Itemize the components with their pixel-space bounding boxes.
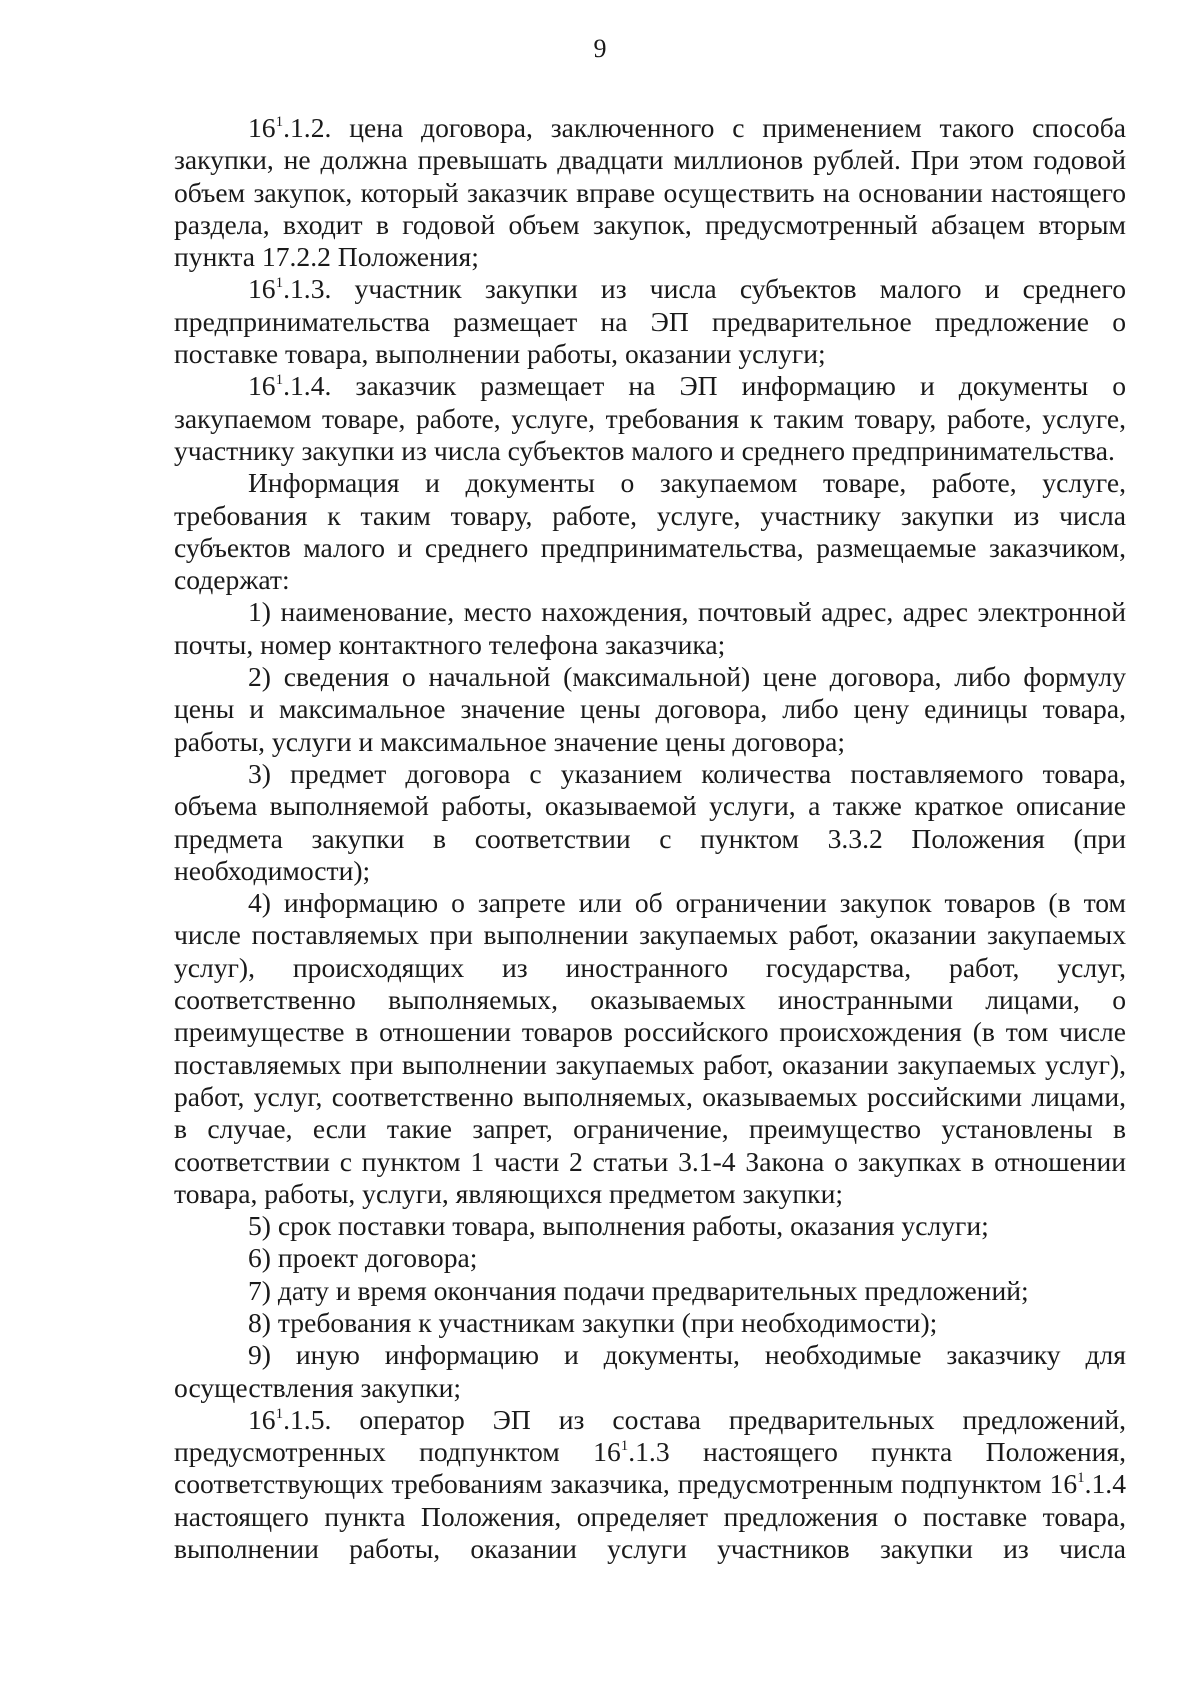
page-number: 9 xyxy=(593,34,607,63)
clause-superscript: 1 xyxy=(275,114,284,130)
clause-superscript: 1 xyxy=(275,372,284,389)
clause-superscript: 1 xyxy=(620,1438,629,1455)
clause-number: 16 xyxy=(248,112,276,143)
list-item-5: 5) срок поставки товара, выполнения работы, оказания услуги; xyxy=(248,1210,989,1242)
list-item-9: 9) иную информацию и документы, необходимые заказчику для осуществления закупки; xyxy=(174,1339,1126,1403)
paragraph-16-1-1-3 xyxy=(174,273,1126,370)
list-item-7: 7) дату и время окончания подачи предварительных предложений; xyxy=(248,1274,1029,1306)
paragraph-text: .1.5. оператор ЭП из состава предварительных предложений, предусмотренных подпунктом xyxy=(174,1403,1126,1468)
clause-superscript: 1 xyxy=(1077,1470,1085,1487)
clause-number: 16 xyxy=(1049,1468,1078,1500)
list-item-1: 1) наименование, место нахождения, почтовый адрес, адрес электронной почты, номер контактного телефона заказчика; xyxy=(174,596,1126,660)
paragraph-information-intro: Информация и документы о закупаемом товаре, работе, услуге, требования к таким товару, работе, услуге, участнику закупки из числа субъектов малого и среднего предпринимательства, размещаемые заказчиком, содержат: xyxy=(174,467,1126,596)
clause-number: 16 xyxy=(248,273,276,305)
list-item-4: 4) информацию о запрете или об ограничении закупок товаров (в том числе поставляемых при выполнении закупаемых работ, оказании закупаемых услуг), происходящих из иностранного государства, работ, услуг, соответственно выполняемых, оказываемых иностранными лицами, о преимуществе в отношении товаров российского происхождения (в том числе поставляемых при выполнении закупаемых работ, оказании закупаемых услуг), работ, услуг, соответственно выполняемых, оказываемых российскими лицами, в случае, если такие запрет, ограничение, преимущество установлены в соответствии с пунктом 1 части 2 статьи 3.1-4 Закона о закупках в отношении товара, работы, услуги, являющихся предметом закупки; xyxy=(174,887,1126,1209)
list-item-6: 6) проект договора; xyxy=(248,1242,478,1274)
paragraph-text: .1.4. заказчик размещает на ЭП информацию и документы о закупаемом товаре, работе, услуге, требования к таким товару, работе, услуге, участнику закупки из числа субъектов малого и среднего предпринимательства. xyxy=(174,370,1126,466)
paragraph-text: .1.3. участник закупки из числа субъектов малого и среднего предпринимательства размещает на ЭП предварительное предложение о поставке товара, выполнении работы, оказании услуги; xyxy=(174,273,1126,370)
paragraph-text: .1.3 настоящего пункта Положения, соответствующих требованиям заказчика, предусмотренным подпунктом xyxy=(174,1436,1126,1500)
clause-superscript: 1 xyxy=(275,275,284,292)
list-item-3: 3) предмет договора с указанием количества поставляемого товара, объема выполняемой работы, оказываемой услуги, а также краткое описание предмета закупки в соответствии с пунктом 3.3.2 Положения (при необходимости); xyxy=(174,757,1126,886)
document-body xyxy=(174,112,1126,1565)
list-item-8: 8) требования к участникам закупки (при необходимости); xyxy=(248,1306,938,1338)
clause-number: 16 xyxy=(593,1436,621,1468)
list-item-2: 2) сведения о начальной (максимальной) цене договора, либо формулу цены и максимальное значение цены договора, либо цену единицы товара, работы, услуги и максимальное значение цены договора; xyxy=(174,661,1126,757)
paragraph-16-1-1-2 xyxy=(174,112,1126,273)
paragraph-16-1-1-5 xyxy=(174,1404,1126,1565)
paragraph-16-1-1-4 xyxy=(174,370,1126,467)
paragraph-text: .1.2. цена договора, заключенного с применением такого способа закупки, не должна превышать двадцати миллионов рублей. При этом годовой объем закупок, который заказчик вправе осуществить на основании настоящего раздела, входит в годовой объем закупок, предусмотренный абзацем вторым пункта 17.2.2 Положения; xyxy=(174,112,1126,273)
paragraph-text: .1.4 настоящего пункта Положения, определяет предложения о поставке товара, выполнении работы, оказании услуги участников закупки из числа xyxy=(174,1468,1126,1565)
clause-number: 16 xyxy=(248,1403,276,1435)
clause-number: 16 xyxy=(248,370,276,402)
clause-superscript: 1 xyxy=(275,1405,284,1422)
